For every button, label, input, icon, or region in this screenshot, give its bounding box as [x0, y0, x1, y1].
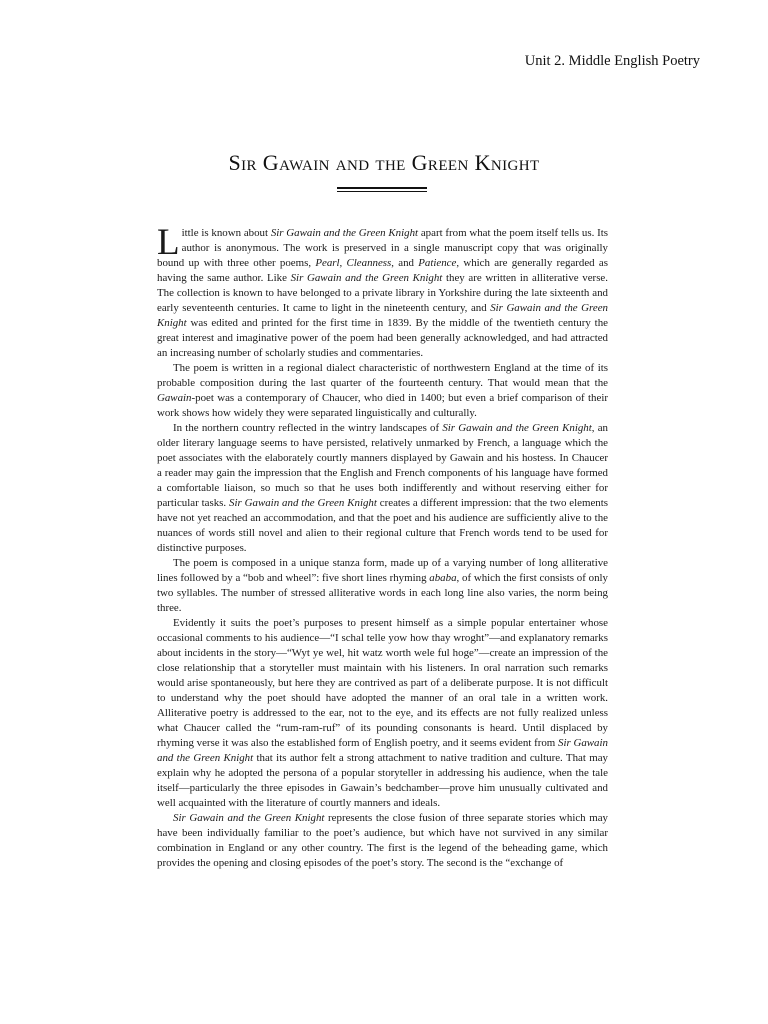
work-title: Sir Gawain and the Green Knight: [290, 272, 443, 284]
paragraph-6: [157, 811, 608, 871]
work-title: Sir Gawain and the Green Knight: [173, 812, 325, 824]
article-body: [157, 222, 609, 871]
text-run: Evidently it suits the poet’s purposes to present himself as a simple popular entertainer whose occasional comments to his audience—“I schal telle yow how thay wroght”—and explanatory remarks about incidents in the story—“Wyt ye wel, hit watz worth wele ful hoge”—create an impression of the close relationship that a storyteller must maintain with his listeners. In oral narration such remarks would arise spontaneously, but here they are contrived as part of a deliberate purpose. It is not difficult to understand why the poet should have adopted the manner of an oral tale in a written work. Alliterative poetry is addressed to the ear, not to the eye, and its effects are not fully realized unless what Chaucer called the “rum-ram-ruf” of its pounding consonants is heard. Until displaced by rhyming verse it was also the established form of English poetry, and it seems evident from: [157, 617, 608, 749]
text-run: apart from what the poem itself tells us. Its author is anonymous. The work is preserved in a single manuscript copy that was originally bound up with three other poems,: [157, 227, 608, 269]
paragraph-3: [157, 421, 608, 556]
text-run: The poem is composed in a unique stanza form, made up of a varying number of long alliterative lines followed by a “bob and wheel”: five short lines rhyming: [157, 557, 608, 584]
work-title: Sir Gawain and the Green Knight: [442, 422, 592, 434]
text-run: , which are generally regarded as having the same author. Like: [157, 257, 608, 284]
work-title: Pearl, Cleanness: [315, 257, 392, 269]
text-run: In the northern country reflected in the wintry landscapes of: [173, 422, 443, 434]
work-title: Sir Gawain and the Green Knight: [157, 737, 608, 764]
text-run: creates a different impression: that the two elements have not yet reached an accommodation, and that the poet and his audience are sufficiently alive to the nuances of words still novel and alien to their regional culture that French words tend to be used for distinctive purposes.: [157, 497, 608, 554]
emphasis: ababa: [429, 572, 457, 584]
text-run: that its author felt a strong attachment to native tradition and culture. That may explain why he adopted the persona of a popular storyteller in addressing his audience, when the tale itself—particularly the three episodes in Gawain’s bedchamber—prove him unusually cultivated and well acquainted with the literature of courtly manners and ideals.: [157, 752, 608, 809]
text-run: The poem is written in a regional dialect characteristic of northwestern England at the time of its probable composition during the last quarter of the fourteenth century. That would mean that the: [157, 362, 608, 389]
page-title: Sir Gawain and the Green Knight: [228, 150, 540, 175]
work-title: Gawain: [157, 392, 192, 404]
text-run: represents the close fusion of three separate stories which may have been individually familiar to the poet’s audience, but which have not survived in any similar combination in England or any other country. The first is the legend of the beheading game, which provides the opening and closing episodes of the poet’s story. The second is the “exchange of: [157, 812, 609, 869]
running-header: Unit 2. Middle English Poetry: [524, 53, 700, 69]
text-run: , an older literary language seems to have persisted, relatively unmarked by French, a language which the poet associates with the elaborately courtly manners displayed by Gawain and his hostess. In Chaucer a reader may gain the impression that the English and French components of his language have formed a comfortable liaison, so much so that he uses both indifferently and without reserving either for particular tasks.: [157, 422, 608, 509]
paragraph-2: [157, 361, 608, 421]
text-run: ittle is known about: [181, 227, 271, 239]
work-title: Sir Gawain and the Green Knight: [229, 497, 377, 509]
paragraph-4: [157, 556, 608, 616]
work-title: Sir Gawain and the Green Knight: [270, 227, 419, 239]
paragraph-1: [157, 222, 608, 361]
text-run: , and: [391, 257, 419, 269]
text-run: was edited and printed for the first time in 1839. By the middle of the twentieth century the great interest and imaginative power of the poem had been generally acknowledged, and had attracted an increasing number of scholarly studies and commentaries.: [157, 317, 608, 359]
text-run: , of which the first consists of only two syllables. The number of stressed alliterative words in each long line also varies, the norm being three.: [157, 572, 608, 614]
title-rule-thick: [337, 187, 427, 189]
drop-cap: L: [157, 222, 180, 263]
work-title: Sir Gawain and the Green Knight: [157, 302, 608, 329]
title-rule-thin: [337, 191, 427, 192]
text-run: -poet was a contemporary of Chaucer, who died in 1400; but even a brief comparison of their work shows how widely they were separated linguistically and culturally.: [157, 392, 608, 419]
work-title: Patience: [418, 257, 457, 269]
paragraph-5: [157, 616, 608, 811]
text-run: they are written in alliterative verse. The collection is known to have belonged to a private library in Yorkshire during the late sixteenth and early seventeenth centuries. It came to light in the nineteenth century, and: [157, 272, 608, 314]
